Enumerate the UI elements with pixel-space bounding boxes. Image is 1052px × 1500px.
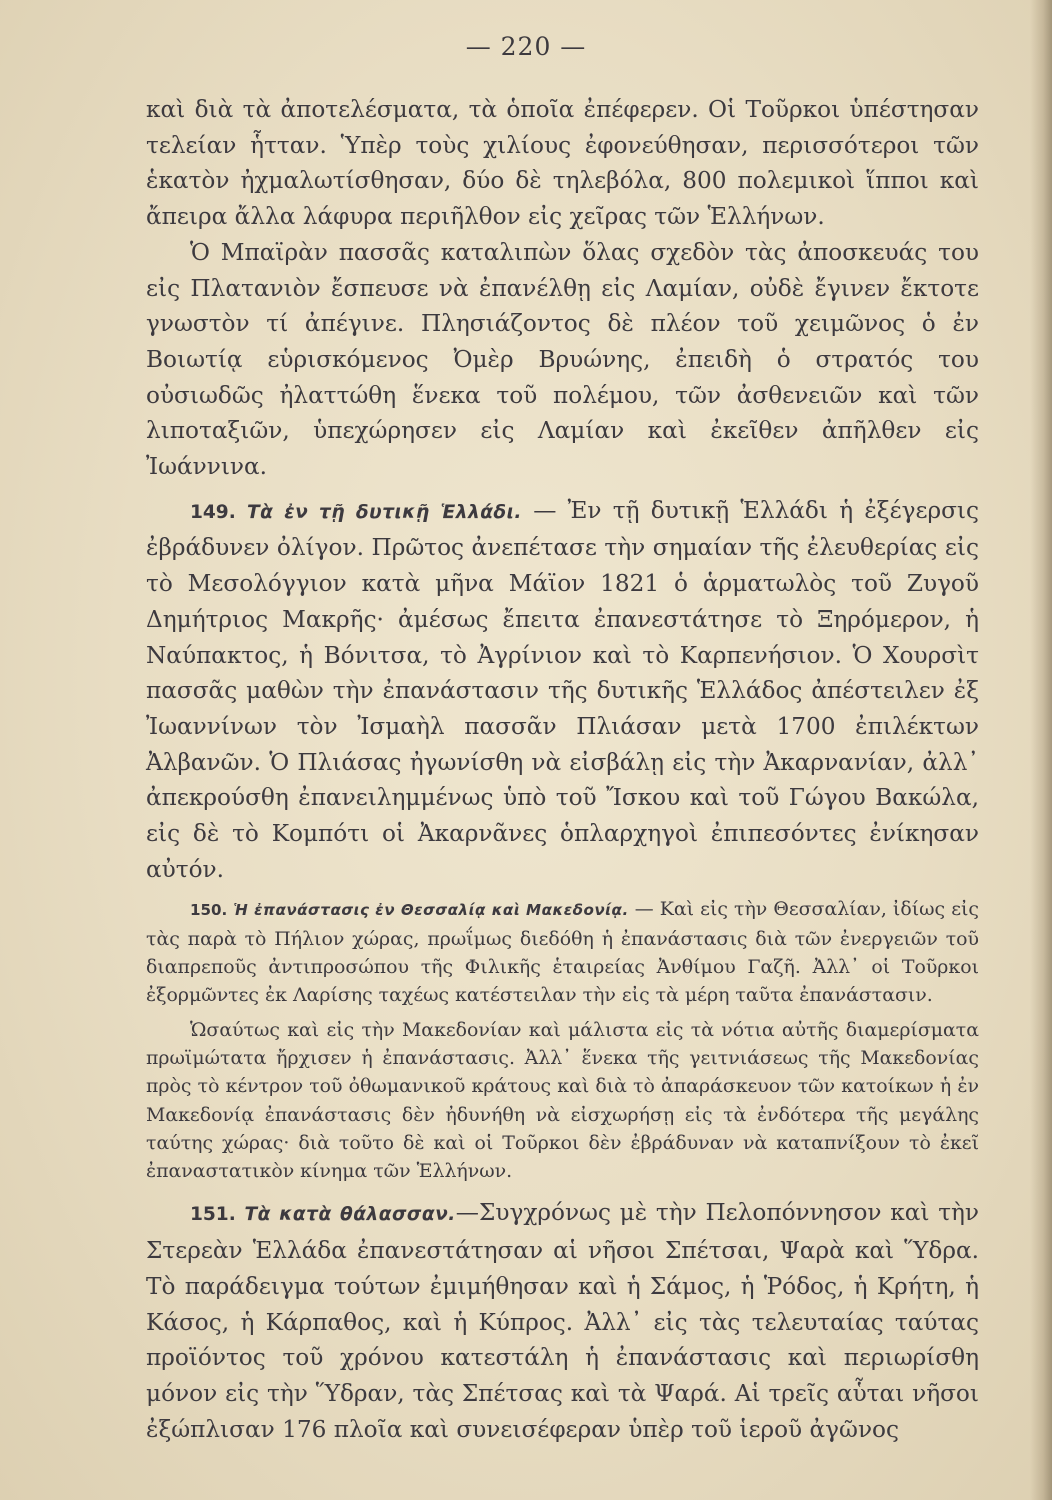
page-text xyxy=(146,92,979,1447)
section-149-heading: Τὰ ἐν τῇ δυτικῇ Ἑλλάδι. xyxy=(247,501,522,523)
paragraph-continuation: καὶ διὰ τὰ ἀποτελέσματα, τὰ ὁποῖα ἐπέφερεν. Οἱ Τοῦρκοι ὑπέστησαν τελείαν ἧτταν. Ὑπὲρ τοὺς χιλίους ἐφονεύθησαν, περισσότεροι τῶν ἑκατὸν ἠχμαλωτίσθησαν, δύο δὲ τηλεβόλα, 800 πολεμικοὶ ἵπποι καὶ ἄπειρα ἄλλα λάφυρα περιῆλθον εἰς χεῖρας τῶν Ἑλλήνων. xyxy=(146,96,979,231)
section-150-text: — Καὶ εἰς τὴν Θεσσαλίαν, ἰδίως εἰς τὰς παρὰ τὸ Πήλιον χώρας, πρωΐμως διεδόθη ἡ ἐπανάστασις διὰ τῶν ἐνεργειῶν τοῦ διαπρεποῦς ἀντιπροσώπου τῆς Φιλικῆς ἑταιρείας Ἀνθίμου Γαζῆ. Ἀλλ᾽ οἱ Τοῦρκοι ἐξορμῶντες ἐκ Λαρίσης ταχέως κατέστειλαν τὴν εἰς τὰ μέρη ταῦτα ἐπανάστασιν. xyxy=(146,898,979,1007)
section-151-number: 151. xyxy=(190,1204,236,1226)
page-edge-shadow xyxy=(1030,0,1052,1500)
section-151 xyxy=(146,1195,979,1447)
section-150-number: 150. xyxy=(190,901,228,920)
section-150-paragraph-2: Ὡσαύτως καὶ εἰς τὴν Μακεδονίαν καὶ μάλιστα εἰς τὰ νότια αὐτῆς διαμερίσματα πρωϊμώτατα ἤρχισεν ἡ ἐπανάστασις. Ἀλλ᾽ ἕνεκα τῆς γειτνιάσεως τῆς Μακεδονίας πρὸς τὸ κέντρον τοῦ ὀθωμανικοῦ κράτους καὶ διὰ τὸ ἀπαράσκευον τῶν κατοίκων ἡ ἐν Μακεδονίᾳ ἐπανάστασις δὲν ἠδυνήθη νὰ εἰσχωρήσῃ εἰς τὰ ἐνδότερα τῆς μεγάλης ταύτης χώρας· διὰ τοῦτο δὲ καὶ οἱ Τοῦρκοι δὲν ἐβράδυναν νὰ καταπνίξουν τὸ ἐκεῖ ἐπαναστατικὸν κίνημα τῶν Ἑλλήνων. xyxy=(146,1018,979,1183)
section-150 xyxy=(146,895,979,1009)
paragraph-bairan-pasha: Ὁ Μπαϊρὰν πασσᾶς καταλιπὼν ὅλας σχεδὸν τὰς ἀποσκευάς του εἰς Πλατανιὸν ἔσπευσε νὰ ἐπανέλθῃ εἰς Λαμίαν, οὐδὲ ἔγινεν ἔκτοτε γνωστὸν τί ἀπέγινε. Πλησιάζοντος δὲ πλέον τοῦ χειμῶνος ὁ ἐν Βοιωτίᾳ εὑρισκόμενος Ὀμὲρ Βρυώνης, ἐπειδὴ ὁ στρατός του οὐσιωδῶς ἠλαττώθη ἕνεκα τοῦ πολέμου, τῶν ἀσθενειῶν καὶ τῶν λιποταξιῶν, ὑπεχώρησεν εἰς Λαμίαν καὶ ἐκεῖθεν ἀπῆλθεν εἰς Ἰωάννινα. xyxy=(146,238,979,481)
section-151-heading: Τὰ κατὰ θάλασσαν. xyxy=(244,1204,456,1226)
section-149-text: — Ἐν τῇ δυτικῇ Ἑλλάδι ἡ ἐξέγερσις ἐβράδυνεν ὀλίγον. Πρῶτος ἀνεπέτασε τὴν σημαίαν τῆς ἐλευθερίας εἰς τὸ Μεσολόγγιον κατὰ μῆνα Μάϊον 1821 ὁ ἁρματωλὸς τοῦ Ζυγοῦ Δημήτριος Μακρῆς· ἀμέσως ἔπειτα ἐπανεστάτησε τὸ Ξηρόμερον, ἡ Ναύπακτος, ἡ Βόνιτσα, τὸ Ἀγρίνιον καὶ τὸ Καρπενήσιον. Ὁ Χουρσὶτ πασσᾶς μαθὼν τὴν ἐπανάστασιν τῆς δυτικῆς Ἑλλάδος ἀπέστειλεν ἐξ Ἰωαννίνων τὸν Ἰσμαὴλ πασσᾶν Πλιάσαν μετὰ 1700 ἐπιλέκτων Ἀλβανῶν. Ὁ Πλιάσας ἠγωνίσθη νὰ εἰσβάλῃ εἰς τὴν Ἀκαρνανίαν, ἀλλ᾽ ἀπεκρούσθη ἐπανειλημμένως ὑπὸ τοῦ Ἴσκου καὶ τοῦ Γώγου Βακώλα, εἰς δὲ τὸ Κομπότι οἱ Ἀκαρνᾶνες ὁπλαρχηγοὶ ἐπιπεσόντες ἐνίκησαν αὐτόν. xyxy=(146,496,980,883)
section-151-text: —Συγχρόνως μὲ τὴν Πελοπόννησον καὶ τὴν Στερεὰν Ἑλλάδα ἐπανεστάτησαν αἱ νῆσοι Σπέτσαι, Ψαρὰ καὶ Ὕδρα. Τὸ παράδειγμα τούτων ἐμιμήθησαν καὶ ἡ Σάμος, ἡ Ῥόδος, ἡ Κρήτη, ἡ Κάσος, ἡ Κάρπαθος, καὶ ἡ Κύπρος. Ἀλλ᾽ εἰς τὰς τελευταίας ταύτας προϊόντος τοῦ χρόνου κατεστάλη ἡ ἐπανάστασις καὶ περιωρίσθη μόνον εἰς τὴν Ὕδραν, τὰς Σπέτσας καὶ τὰ Ψαρά. Αἱ τρεῖς αὗται νῆσοι ἐξώπλισαν 176 πλοῖα καὶ συνεισέφεραν ὑπὲρ τοῦ ἱεροῦ ἀγῶνος xyxy=(146,1199,980,1443)
section-149 xyxy=(146,493,979,888)
section-149-number: 149. xyxy=(190,501,236,523)
page-number: — 220 — xyxy=(465,32,587,61)
section-150-heading: Ἡ ἐπανάστασις ἐν Θεσσαλίᾳ καὶ Μακεδονίᾳ. xyxy=(233,901,629,920)
